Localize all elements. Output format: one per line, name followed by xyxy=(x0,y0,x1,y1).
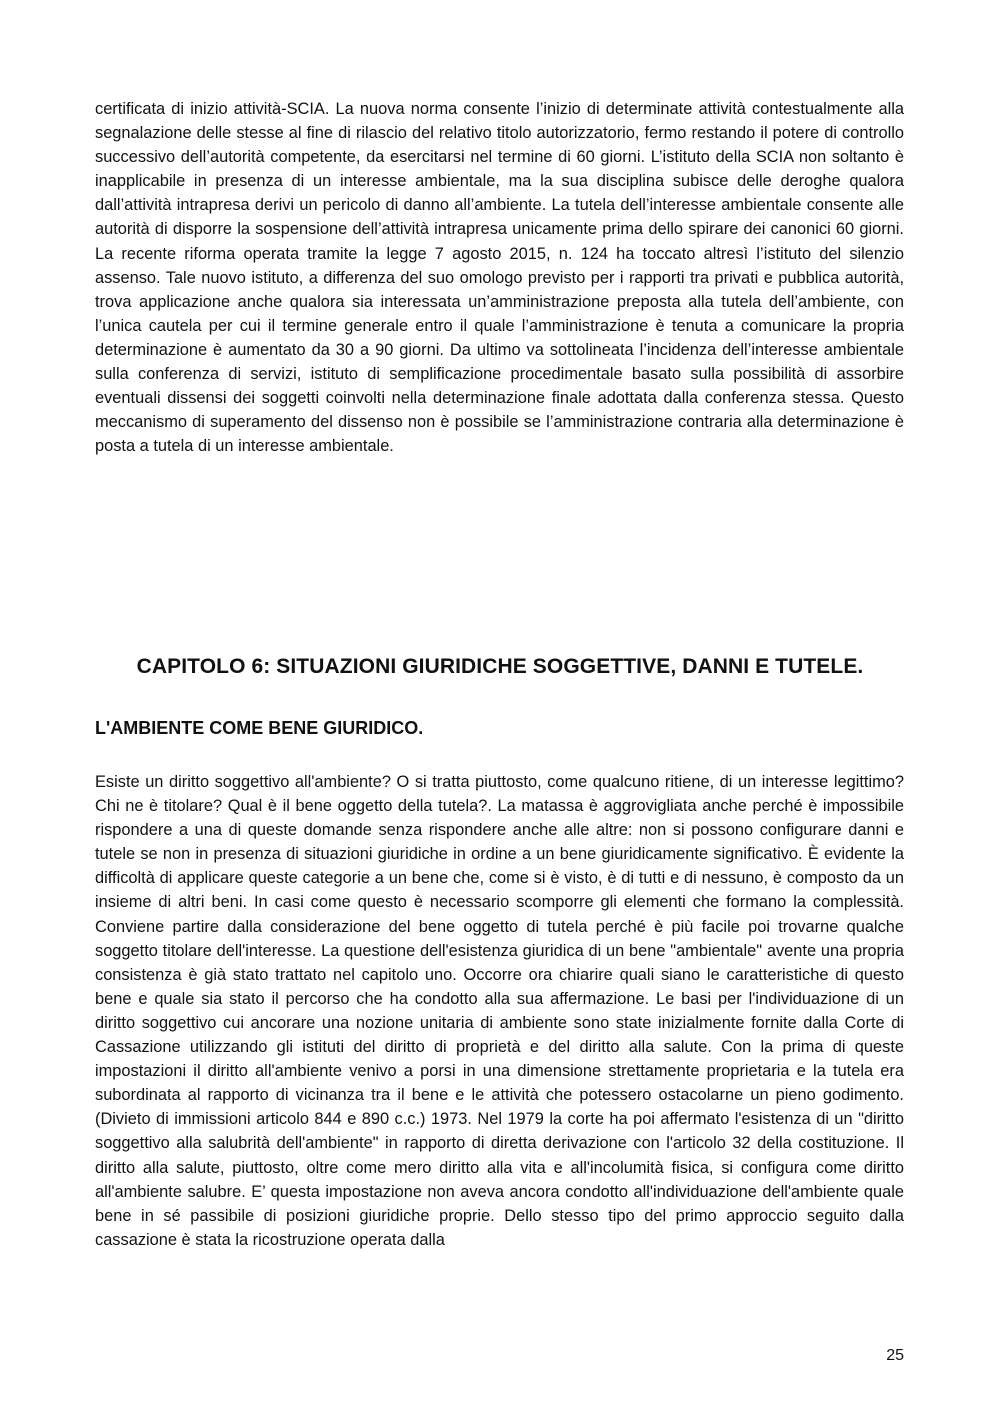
page-number: 25 xyxy=(886,1347,904,1364)
section-title: L'AMBIENTE COME BENE GIURIDICO. xyxy=(95,718,424,738)
chapter-title: CAPITOLO 6: SITUAZIONI GIURIDICHE SOGGETTIVE, DANNI E TUTELE. xyxy=(136,655,864,678)
body-paragraph-scia: certificata di inizio attività-SCIA. La nuova norma consente l’inizio di determinate attività contestualmente alla segnalazione delle stesse al fine di rilascio del relativo titolo autorizzatorio, fermo restando il potere di controllo successivo dell’autorità competente, da esercitarsi nel termine di 60 giorni. L’istituto della SCIA non soltanto è inapplicabile in presenza di un interesse ambientale, ma la sua disciplina subisce delle deroghe qualora dall’attività intrapresa derivi un pericolo di danno all’ambiente. La tutela dell’interesse ambientale consente alle autorità di disporre la sospensione dell’attività intrapresa unicamente prima dello spirare dei canonici 60 giorni. La recente riforma operata tramite la legge 7 agosto 2015, n. 124 ha toccato altresì l’istituto del silenzio assenso. Tale nuovo istituto, a differenza del suo omologo previsto per i rapporti tra privati e pubblica autorità, trova applicazione anche qualora sia interessata un’amministrazione preposta alla tutela dell’ambiente, con l’unica cautela per cui il termine generale entro il quale l’amministrazione è tenuta a comunicare la propria determinazione è aumentato da 30 a 90 giorni. Da ultimo va sottolineata l’incidenza dell’interesse ambientale sulla conferenza di servizi, istituto di semplificazione procedimentale basato sulla possibilità di assorbire eventuali dissensi dei soggetti coinvolti nella determinazione finale adottata dalla conferenza stessa. Questo meccanismo di superamento del dissenso non è possibile se l’amministrazione contraria alla determinazione è posta a tutela di un interesse ambientale. xyxy=(95,100,904,456)
body-paragraph-ambiente: Esiste un diritto soggettivo all'ambiente? O si tratta piuttosto, come qualcuno ritiene, di un interesse legittimo? Chi ne è titolare? Qual è il bene oggetto della tutela?. La matassa è aggrovigliata anche perché è impossibile rispondere a una di queste domande senza rispondere anche alle altre: non si possono configurare danni e tutele se non in presenza di situazioni giuridiche in ordine a un bene giuridicamente significativo. È evidente la difficoltà di applicare queste categorie a un bene che, come si è visto, è di tutti e di nessuno, è composto da un insieme di altri beni. In casi come questo è necessario scomporre gli elementi che formano la complessità. Conviene partire dalla considerazione del bene oggetto di tutela perché è più facile poi trovarne qualche soggetto titolare dell'interesse. La questione dell'esistenza giuridica di un bene "ambientale" avente una propria consistenza è già stato trattato nel capitolo uno. Occorre ora chiarire quali siano le caratteristiche di questo bene e quale sia stato il percorso che ha condotto alla sua affermazione. Le basi per l'individuazione di un diritto soggettivo cui ancorare una nozione unitaria di ambiente sono state inizialmente fornite dalla Corte di Cassazione utilizzando gli istituti del diritto di proprietà e del diritto alla salute. Con la prima di queste impostazioni il diritto all'ambiente venivo a porsi in una dimensione strettamente proprietaria e la tutela era subordinata al rapporto di vicinanza tra il bene e le attività che potessero ostacolarne un pieno godimento. (Divieto di immissioni articolo 844 e 890 c.c.) 1973. Nel 1979 la corte ha poi affermato l'esistenza di un "diritto soggettivo alla salubrità dell'ambiente" in rapporto di diretta derivazione con l'articolo 32 della costituzione. Il diritto alla salute, piuttosto, oltre come mero diritto alla vita e all'incolumità fisica, si configura come diritto all'ambiente salubre. E’ questa impostazione non aveva ancora condotto all'individuazione dell'ambiente quale bene in sé passibile di posizioni giuridiche proprie. Dello stesso tipo del primo approccio seguito dalla cassazione è stata la ricostruzione operata dalla xyxy=(95,773,904,1249)
